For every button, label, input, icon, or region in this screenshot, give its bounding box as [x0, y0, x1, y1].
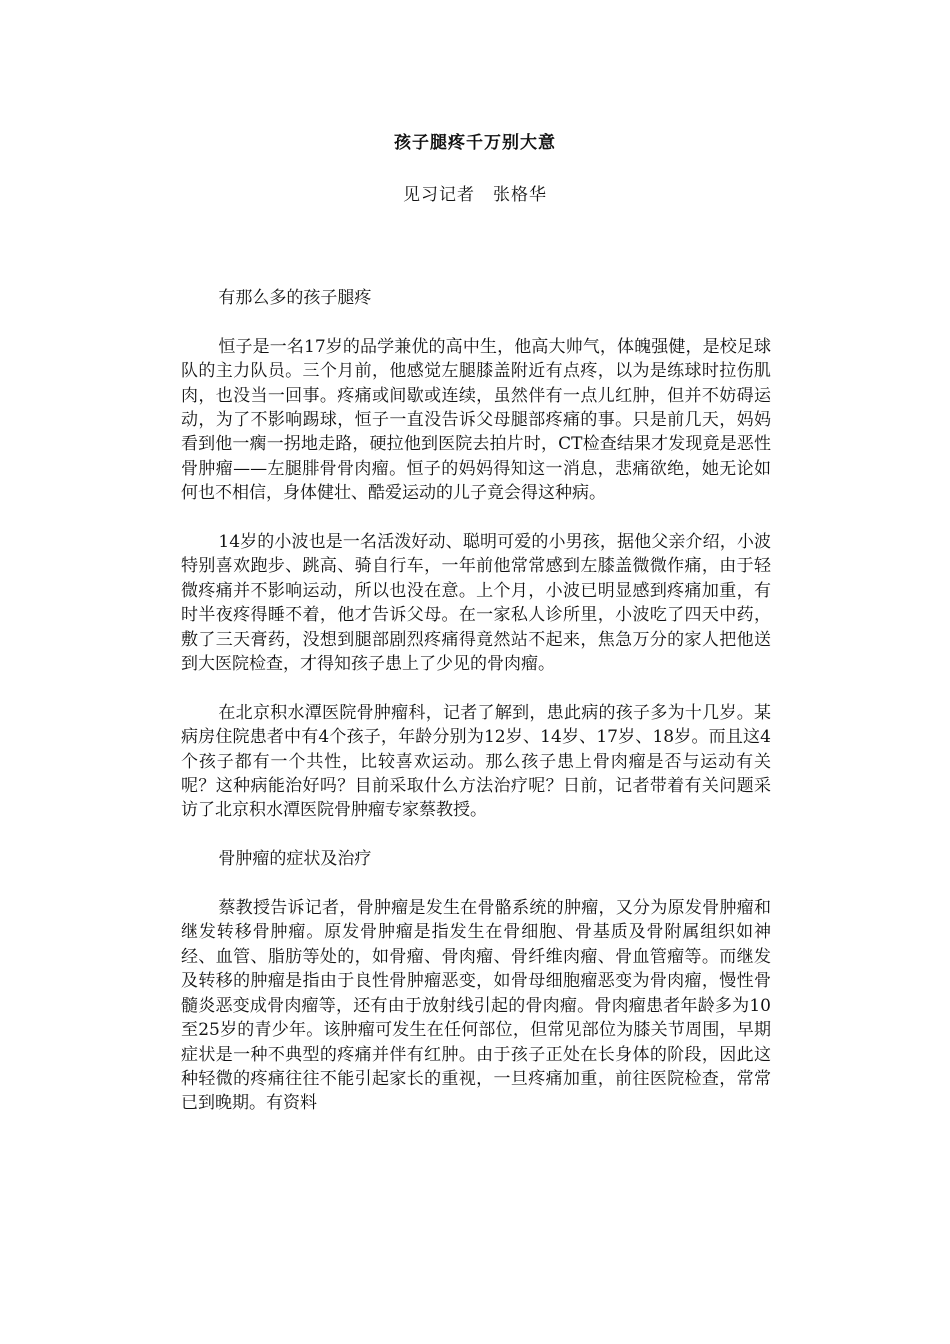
paragraph: 在北京积水潭医院骨肿瘤科，记者了解到，患此病的孩子多为十几岁。某病房住院患者中有4个孩子，年龄分别为12岁、14岁、17岁、18岁。而且这4个孩子都有一个共性，比较喜欢运动。那么孩子患上骨肉瘤是否与运动有关呢？这种病能治好吗？目前采取什么方法治疗呢？日前，记者带着有关问题采访了北京积水潭医院骨肿瘤专家蔡教授。: [181, 702, 771, 821]
paragraph: 14岁的小波也是一名活泼好动、聪明可爱的小男孩，据他父亲介绍，小波特别喜欢跑步、跳高、骑自行车，一年前他常常感到左膝盖微微作痛，由于轻微疼痛并不影响运动，所以也没在意。上个月，小波已明显感到疼痛加重，有时半夜疼得睡不着，他才告诉父母。在一家私人诊所里，小波吃了四天中药，敷了三天膏药，没想到腿部剧烈疼痛得竟然站不起来，焦急万分的家人把他送到大医院检查，才得知孩子患上了少见的骨肉瘤。: [181, 532, 771, 675]
article-byline: 见习记者 张格华: [403, 185, 547, 205]
section-heading: 骨肿瘤的症状及治疗: [218, 849, 372, 870]
paragraph: 蔡教授告诉记者，骨肿瘤是发生在骨骼系统的肿瘤，又分为原发骨肿瘤和继发转移骨肿瘤。原发骨肿瘤是指发生在骨细胞、骨基质及骨附属组织如神经、血管、脂肪等处的，如骨瘤、骨肉瘤、骨纤维肉瘤、骨血管瘤等。而继发及转移的肿瘤是指由于良性骨肿瘤恶变，如骨母细胞瘤恶变为骨肉瘤，慢性骨髓炎恶变成骨肉瘤等，还有由于放射线引起的骨肉瘤。骨肉瘤患者年龄多为10至25岁的青少年。该肿瘤可发生在任何部位，但常见部位为膝关节周围，早期症状是一种不典型的疼痛并伴有红肿。由于孩子正处在长身体的阶段，因此这种轻微的疼痛往往不能引起家长的重视，一旦疼痛加重，前往医院检查，常常已到晚期。有资料: [181, 898, 771, 1114]
section-heading: 有那么多的孩子腿疼: [218, 288, 372, 308]
article-title: 孩子腿疼千万别大意: [394, 133, 556, 153]
article-body: [181, 286, 771, 1140]
paragraph: 恒子是一名17岁的品学兼优的高中生，他高大帅气，体魄强健，是校足球队的主力队员。三个月前，他感觉左腿膝盖附近有点疼，以为是练球时拉伤肌肉，也没当一回事。疼痛或间歇或连续，虽然伴有一点儿红肿，但并不妨碍运动，为了不影响踢球，恒子一直没告诉父母腿部疼痛的事。只是前几天，妈妈看到他一瘸一拐地走路，硬拉他到医院去拍片时，CT检查结果才发现竟是恶性骨肿瘤——左腿腓骨骨肉瘤。恒子的妈妈得知这一消息，悲痛欲绝，她无论如何也不相信，身体健壮、酷爱运动的儿子竟会得这种病。: [181, 336, 771, 504]
